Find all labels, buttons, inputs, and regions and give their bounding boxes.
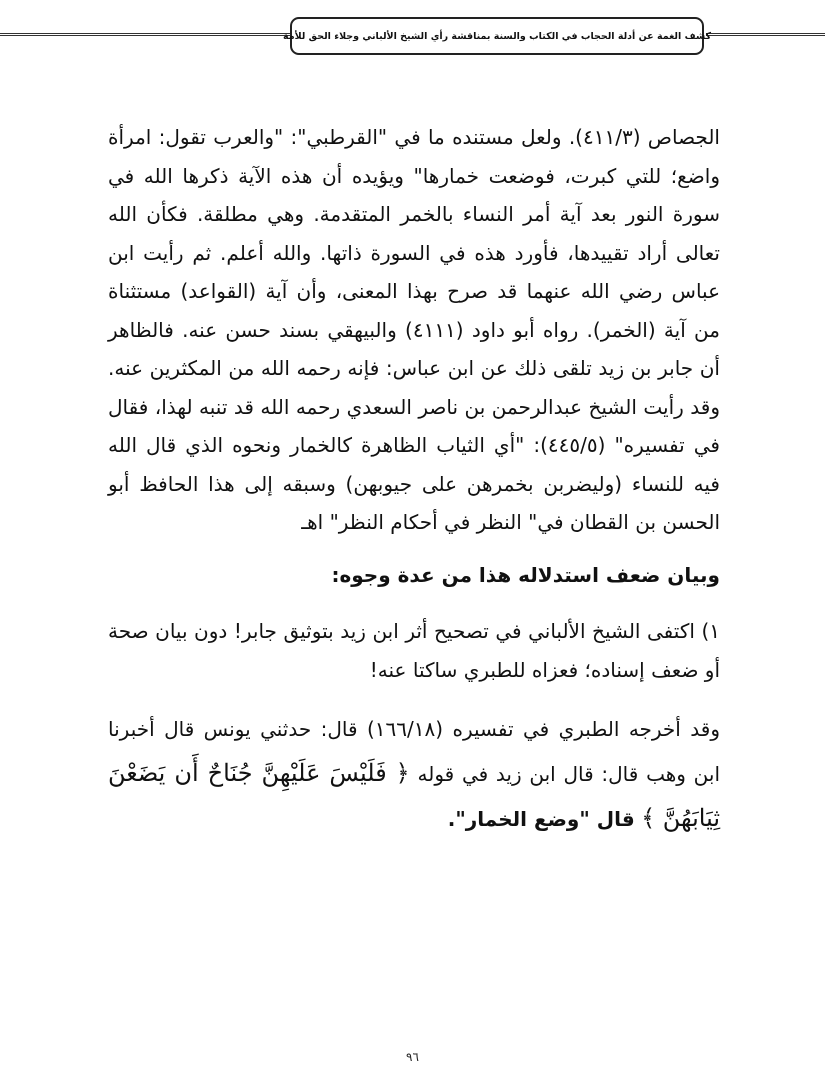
paragraph-quotation: الجصاص (٤١١/٣). ولعل مستنده ما في "القرطبي": "والعرب تقول: امرأة واضع؛ للتي كبرت، فوضعت خمارها" ويؤيده أن هذه الآية ذكرها الله في سورة النور بعد آية أمر النساء بالخمر المتقدمة. وهي مطلقة. فكأن الله تعالى أراد تقييدها، فأورد هذه في السورة ذاتها. والله أعلم. ثم رأيت ابن عباس رضي الله عنهما قد صرح بهذا المعنى، وأن آية (القواعد) مستثناة من آية (الخمر). رواه أبو داود (٤١١١) والبيهقي بسند حسن عنه. فالظاهر أن جابر بن زيد تلقى ذلك عن ابن عباس: فإنه رحمه الله من المكثرين عنه. وقد رأيت الشيخ عبدالرحمن بن ناصر السعدي رحمه الله قد تنبه لهذا، فقال في تفسيره" (٤٤٥/٥): "أي الثياب الظاهرة كالخمار ونحوه الذي قال الله فيه للنساء (وليضربن بخمرهن على جيوبهن) وسبقه إلى هذا الحافظ أبو الحسن بن القطان في" النظر في أحكام النظر" اهـ: [108, 125, 720, 534]
narration-outro: قال "وضع الخمار".: [447, 807, 635, 831]
narration-intro: وقد أخرجه الطبري في تفسيره (١٦٦/١٨) قال: حدثني يونس قال أخبرنا ابن وهب قال: قال ابن زيد في قوله: [108, 717, 721, 786]
header-title: كشف الغمة عن أدلة الحجاب في الكتاب والسنة بمناقشة رأي الشيخ الألباني وجلاء الحق للأمة: [282, 30, 712, 42]
paragraph-tabari-narration: [108, 707, 720, 841]
header-rule-right: [706, 33, 825, 36]
page-body: [108, 118, 720, 841]
quran-verse: ﴿ فَلَيْسَ عَلَيْهِنَّ جُنَاحٌ أَن يَضَعْنَ ثِيَابَهُنَّ ﴾: [108, 759, 720, 832]
header-rule-left: [0, 33, 292, 36]
page-number: ٩٦: [406, 1050, 419, 1064]
running-header: [282, 17, 712, 55]
section-heading: وبيان ضعف استدلاله هذا من عدة وجوه:: [331, 562, 720, 587]
paragraph-point-one: ١) اكتفى الشيخ الألباني في تصحيح أثر ابن زيد بتوثيق جابر! دون بيان صحة أو ضعف إسناده؛ فعزاه للطبري ساكتا عنه!: [108, 619, 720, 682]
